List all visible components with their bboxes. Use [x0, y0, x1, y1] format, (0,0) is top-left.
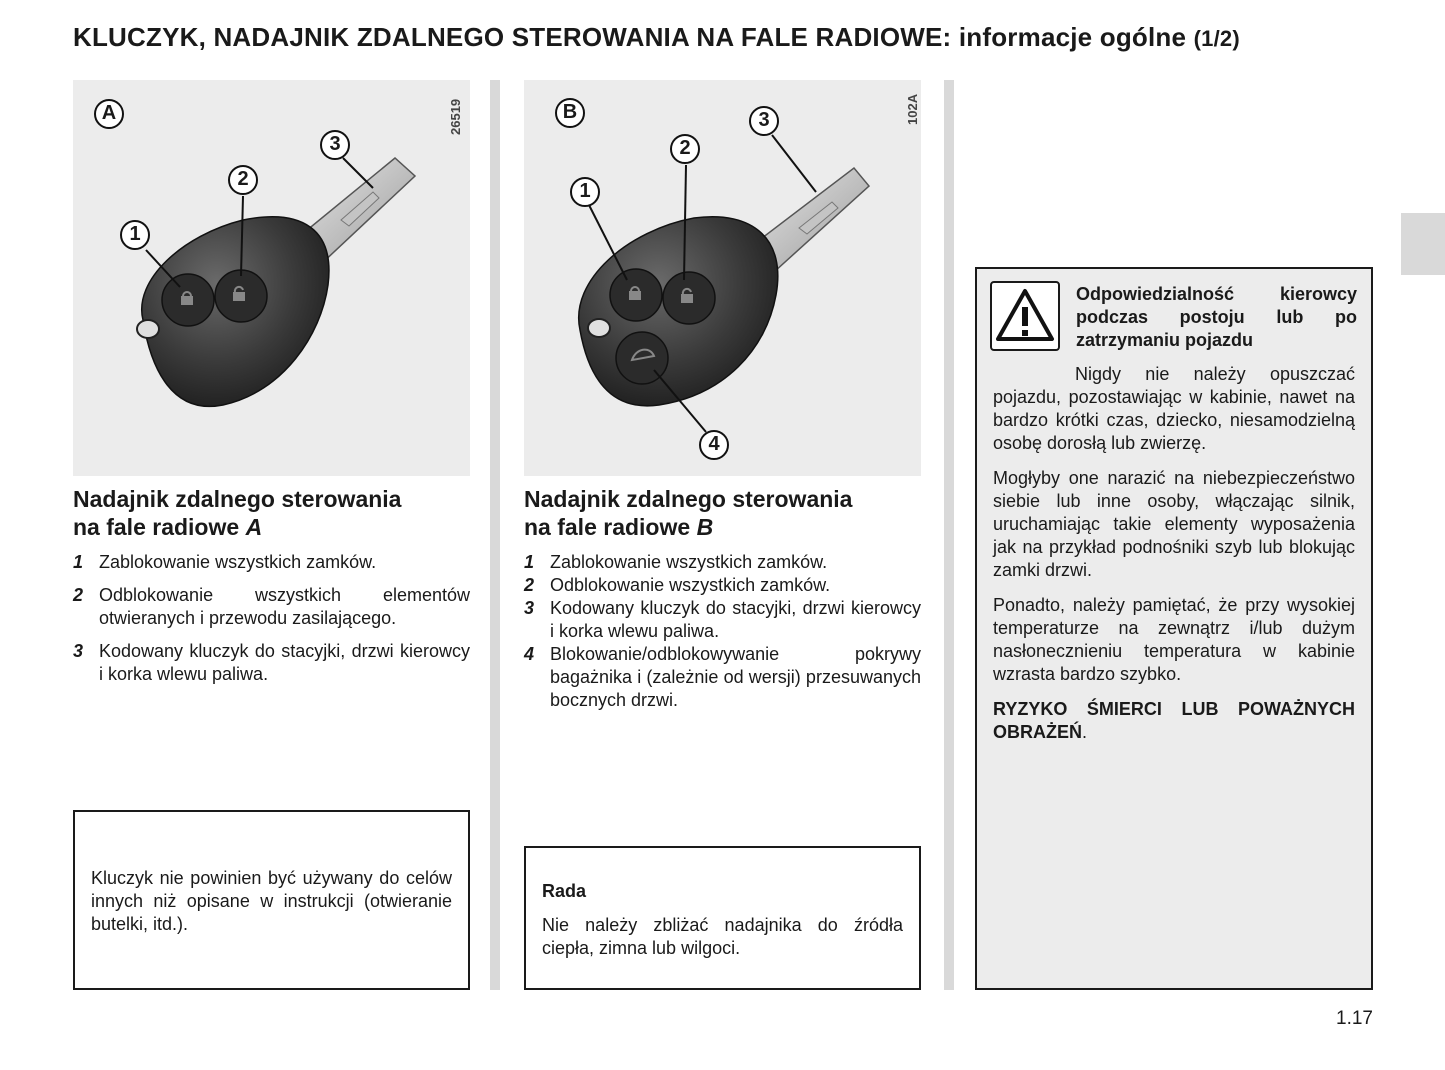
section-a-title: Nadajnik zdalnego sterowania na fale radiowe A — [73, 486, 402, 540]
list-item: 3 Kodowany kluczyk do stacyjki, drzwi kierowcy i korka wlewu paliwa. — [73, 641, 470, 684]
key-b-illustration — [524, 80, 921, 476]
page-title — [73, 22, 1383, 53]
title-sub: informacje ogólne — [958, 22, 1187, 52]
callout-4: 4 — [708, 433, 720, 455]
column-divider — [944, 80, 954, 990]
callout-2: 2 — [237, 168, 249, 190]
callout-2: 2 — [679, 137, 691, 159]
callout-1: 1 — [579, 180, 591, 202]
column-divider — [490, 80, 500, 990]
list-item: 2 Odblokowanie wszystkich zamków. — [524, 575, 831, 595]
callout-3: 3 — [758, 109, 770, 131]
tip-text: Nie należy zbliżać nadajnika do źródła ciepła, zimna lub wilgoci. — [542, 915, 903, 958]
tip-title: Rada — [542, 881, 587, 901]
warning-paragraph-2: Mogłyby one narazić na niebezpieczeństwo siebie lub inne osoby, włączając silnik, uruchamiając takie elementy wyposażenia jak na przykład podnośniki szyb lub blokując zamki drzwi. — [993, 468, 1355, 580]
figure-letter: A — [101, 102, 117, 124]
callout-1: 1 — [129, 223, 141, 245]
section-b-tip — [524, 846, 921, 990]
list-item: 2 Odblokowanie wszystkich elementów otwieranych i przewodu zasilającego. — [73, 585, 470, 628]
section-a-note: Kluczyk nie powinien być używany do celów innych niż opisane w instrukcji (otwieranie butelki, itd.). — [73, 810, 470, 990]
key-a-illustration — [73, 80, 470, 476]
warning-heading: Odpowiedzialność kierowcy podczas postoju lub po zatrzymaniu pojazdu — [1076, 284, 1357, 350]
figure-code: 102A — [905, 93, 920, 125]
list-item: 1 Zablokowanie wszystkich zamków. — [524, 552, 828, 572]
warning-risk: RYZYKO ŚMIERCI LUB POWAŻNYCH OBRAŻEŃ. — [993, 699, 1355, 742]
figure-code: 26519 — [448, 98, 463, 135]
title-page: (1/2) — [1193, 26, 1240, 51]
list-item: 4 Blokowanie/odblokowywanie pokrywy bagażnika i (zależnie od wersji) przesuwanych bocznych drzwi. — [524, 644, 921, 710]
warning-paragraph-1: Nigdy nie należy opuszczać pojazdu, pozostawiając w kabinie, nawet na bardzo krótki czas, dziecko, niesamodzielną osobę dorosłą lub zwierzę. — [993, 364, 1355, 453]
figure-key-a — [73, 80, 470, 476]
warning-icon — [990, 281, 1060, 351]
section-b-title: Nadajnik zdalnego sterowania na fale radiowe B — [524, 486, 853, 540]
chapter-tab — [1401, 213, 1445, 275]
title-main: KLUCZYK, NADAJNIK ZDALNEGO STEROWANIA NA FALE RADIOWE: — [73, 22, 952, 52]
callout-3: 3 — [329, 133, 341, 155]
list-item: 1 Zablokowanie wszystkich zamków. — [73, 552, 377, 572]
warning-box — [975, 267, 1373, 990]
section-a-list — [73, 551, 470, 686]
list-item: 3 Kodowany kluczyk do stacyjki, drzwi kierowcy i korka wlewu paliwa. — [524, 598, 921, 641]
figure-key-b — [524, 80, 921, 476]
key-ring-hole — [588, 319, 610, 337]
key-ring-hole — [137, 320, 159, 338]
section-b-list — [524, 551, 921, 712]
page-number: 1.17 — [1336, 1008, 1373, 1029]
figure-letter: B — [562, 101, 578, 123]
warning-paragraph-3: Ponadto, należy pamiętać, że przy wysokiej temperaturze na zewnątrz i/lub dużym nasłonecznieniu temperatura w kabinie wzrasta bardzo szybko. — [993, 595, 1355, 684]
